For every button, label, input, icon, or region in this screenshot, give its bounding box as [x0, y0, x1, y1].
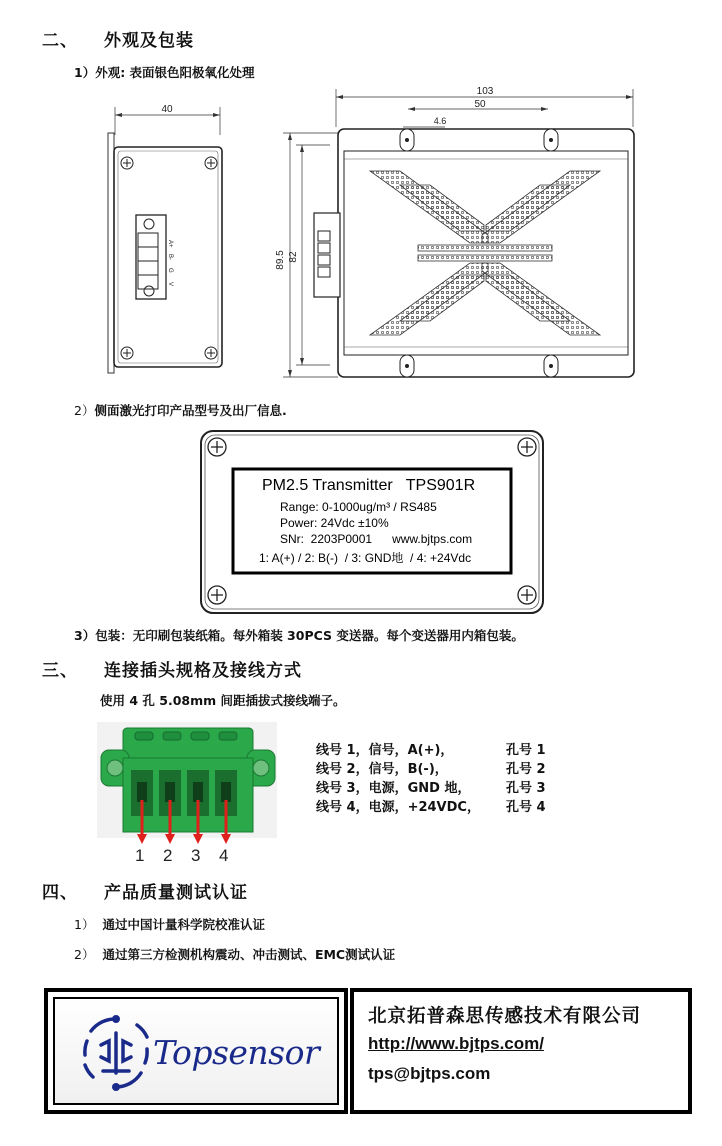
item-number: 2）: [74, 947, 95, 962]
logo-text: Topsensor: [153, 1033, 320, 1072]
wiring-hole: 孔号 3: [506, 781, 546, 796]
wiring-hole: 孔号 1: [506, 743, 546, 758]
item-number: 1）: [74, 65, 96, 80]
pin-number-3: 3: [191, 846, 201, 865]
section-3-heading: [42, 656, 302, 681]
cert-item-1: [74, 915, 265, 933]
dim-46-label: 4.6: [433, 116, 447, 126]
wiring-list: [316, 739, 546, 815]
item-text: 侧面激光打印产品型号及出厂信息.: [94, 403, 287, 418]
company-name: 北京拓普森思传感技术有限公司: [368, 1006, 642, 1027]
item-text: 通过第三方检测机构震动、冲击测试、EMC测试认证: [102, 947, 396, 962]
section-4-heading: [42, 878, 248, 903]
item-text: 外观: 表面银色阳极氧化处理: [95, 65, 255, 80]
dim-40-label: 40: [161, 104, 173, 115]
cert-item-2: [74, 945, 395, 963]
footer-contact-box: [350, 988, 692, 1114]
terminal-label-g: G: [167, 268, 173, 273]
pin-number-2: 2: [163, 846, 173, 865]
footer-logo-box: [44, 988, 348, 1114]
email-address[interactable]: tps@bjtps.com: [368, 1064, 491, 1083]
section-4-title: 产品质量测试认证: [104, 883, 248, 903]
wiring-row: [316, 796, 546, 815]
item-number: 2）: [74, 403, 95, 418]
section-2-title: 外观及包装: [104, 31, 194, 51]
side-view: [108, 133, 222, 373]
item-number: 1）: [74, 917, 95, 932]
front-view: [314, 129, 634, 377]
item-text: 包装：无印刷包装纸箱。每外箱装 30PCS 变送器。每个变送器用内箱包装。: [95, 628, 524, 643]
terminal-label-v: V: [167, 282, 173, 287]
wiring-row: [316, 758, 546, 777]
topsensor-logo-icon: [77, 1011, 155, 1093]
section-3-title: 连接插头规格及接线方式: [104, 661, 302, 681]
label-power: Power: 24Vdc ±10%: [280, 516, 389, 530]
dim-103-label: 103: [476, 86, 494, 97]
section-2-heading: [42, 26, 194, 51]
item-laser-print: [74, 401, 287, 419]
wiring-text: 线号 3，电源，GND 地，: [316, 781, 471, 796]
section-4-number: 四、: [42, 883, 78, 903]
label-title: PM2.5 Transmitter TPS901R: [262, 477, 476, 494]
terminal-label-b: B-: [167, 254, 173, 260]
label-snr: SNr: 2203P0001 www.bjtps.com: [280, 532, 473, 546]
wiring-hole: 孔号 2: [506, 762, 546, 777]
wiring-text: 线号 1，信号，A(+)，: [316, 743, 454, 758]
label-pins: 1: A(+) / 2: B(-) / 3: GND地 / 4: +24Vdc: [259, 551, 472, 565]
item-text: 通过中国计量科学院校准认证: [102, 917, 265, 932]
logo-panel: [53, 997, 339, 1105]
dim-50-label: 50: [474, 99, 486, 110]
section-2-number: 二、: [42, 31, 78, 51]
connector-description: 使用 4 孔 5.08mm 间距插拔式接线端子。: [100, 693, 346, 708]
connector-image: [95, 718, 285, 868]
wiring-text: 线号 2，信号，B(-)，: [316, 762, 448, 777]
technical-drawing: [100, 85, 640, 395]
item-number: 3）: [74, 628, 96, 643]
dim-82-label: 82: [288, 251, 299, 263]
label-range: Range: 0-1000ug/m³ / RS485: [280, 500, 437, 514]
section-3-number: 三、: [42, 661, 78, 681]
pin-number-4: 4: [219, 846, 229, 865]
website-link[interactable]: http://www.bjtps.com/: [368, 1034, 544, 1053]
wiring-row: [316, 777, 546, 796]
wiring-text: 线号 4，电源，+24VDC，: [316, 800, 480, 815]
wiring-row: [316, 739, 546, 758]
pin-number-1: 1: [135, 846, 145, 865]
wiring-hole: 孔号 4: [506, 800, 546, 815]
dim-895-label: 89.5: [275, 250, 286, 270]
terminal-label-a: A+: [167, 240, 173, 248]
item-packaging: [74, 626, 524, 644]
item-appearance: [74, 63, 255, 81]
